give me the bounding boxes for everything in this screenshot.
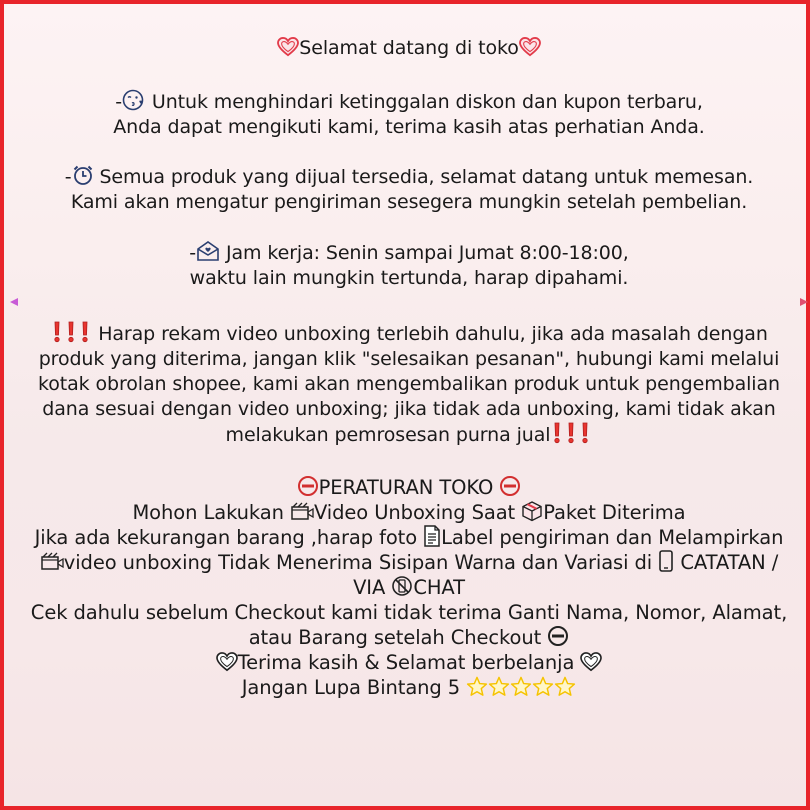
rules-line6-text: atau Barang setelah Checkout: [248, 626, 542, 649]
notice-hours: [4, 240, 810, 291]
rules-line3-a: video unboxing Tidak Menerima Sisipan Warna dan Variasi di: [63, 551, 653, 574]
notice-follow: [4, 89, 810, 140]
notice-stock-text1: Semua produk yang dijual tersedia, selamat datang untuk memesan.: [99, 166, 754, 188]
star-icon: [510, 676, 532, 697]
no-mobile-phones-icon: [391, 575, 413, 597]
rules-line3-b: CATATAN /: [680, 551, 779, 574]
heart-icon: [519, 37, 541, 57]
welcome-title: Selamat datang di toko: [299, 37, 519, 59]
mobile-phone-icon: [658, 550, 674, 572]
video-camera-icon: [40, 552, 64, 572]
rules-line7: [4, 650, 810, 675]
star-icon: [532, 676, 554, 697]
no-entry-icon: [499, 475, 521, 497]
no-entry-icon: [547, 625, 569, 647]
rules-line4: [4, 575, 810, 600]
video-camera-icon: [290, 502, 314, 522]
rules-line8: [4, 675, 810, 700]
star-icon: [554, 676, 576, 697]
notice-stock-line2: Kami akan mengatur pengiriman sesegera mungkin setelah pembelian.: [70, 191, 748, 213]
unboxing-line3: kotak obrolan shopee, kami akan mengembalikan produk untuk pengembalian: [38, 373, 780, 395]
exclamation-icon: [564, 422, 578, 444]
rules-line8-text: Jangan Lupa Bintang 5: [241, 676, 461, 699]
rules-line1-c: Paket Diterima: [543, 501, 686, 524]
rules-line5: Cek dahulu sebelum Checkout kami tidak terima Ganti Nama, Nomor, Alamat,: [30, 601, 788, 624]
rules-line3: [4, 550, 810, 575]
unboxing-line4: dana sesuai dengan video unboxing; jika tidak ada unboxing, kami tidak akan: [42, 398, 776, 420]
exclamation-icon: [578, 422, 592, 444]
star-icon: [466, 676, 488, 697]
unboxing-notice: [4, 321, 810, 448]
exclamation-icon: [550, 422, 564, 444]
love-letter-icon: [196, 240, 220, 262]
section-divider: [10, 296, 808, 308]
unboxing-text5: melakukan pemrosesan purna jual: [225, 424, 551, 446]
notice-stock-line1: - Semua produk yang dijual tersedia, selamat datang untuk memesan.: [64, 166, 754, 188]
rules-line1: [4, 500, 810, 525]
rules-line1-a: Mohon Lakukan: [132, 501, 284, 524]
notice-hours-text1: Jam kerja: Senin sampai Jumat 8:00-18:00,: [226, 242, 629, 264]
rules-title: PERATURAN TOKO: [318, 476, 494, 499]
exclamation-icon: [64, 321, 78, 343]
rules-line6: [4, 625, 810, 650]
notice-stock: [4, 164, 810, 215]
unboxing-line5: [4, 422, 810, 448]
no-entry-icon: [297, 475, 319, 497]
notice-hours-line2: waktu lain mungkin tertunda, harap dipahami.: [189, 267, 629, 289]
rules-line1-b: Video Unboxing Saat: [314, 501, 516, 524]
rules-line2-a: Jika ada kekurangan barang ,harap foto: [34, 526, 418, 549]
alarm-clock-icon: [72, 164, 94, 186]
welcome-section: [4, 36, 810, 61]
rules-line4-a: VIA: [353, 576, 386, 599]
unboxing-text1: Harap rekam video unboxing terlebih dahulu, jika ada masalah dengan: [98, 323, 768, 345]
unboxing-line1: [4, 321, 810, 347]
exclamation-icon: [50, 321, 64, 343]
rules-line2: [4, 525, 810, 550]
welcome-title-line: [4, 36, 810, 61]
notice-follow-line2: Anda dapat mengikuti kami, terima kasih atas perhatian Anda.: [113, 116, 705, 138]
heart-icon: [580, 652, 602, 672]
unboxing-line2: produk yang diterima, jangan klik "selesaikan pesanan", hubungi kami melalui: [38, 348, 780, 370]
notice-follow-line1: - Untuk menghindari ketinggalan diskon dan kupon terbaru,: [115, 91, 703, 113]
heart-icon: [277, 37, 299, 57]
rules-line7-text: Terima kasih & Selamat berbelanja: [237, 651, 575, 674]
package-icon: [521, 500, 543, 522]
store-rules: [4, 475, 810, 700]
heart-icon: [216, 652, 238, 672]
exclamation-icon: [78, 321, 92, 343]
rules-line2-b: Label pengiriman dan Melampirkan: [441, 526, 784, 549]
rules-title-line: [4, 475, 810, 500]
five-star-rating: [466, 676, 576, 699]
notice-hours-line1: - Jam kerja: Senin sampai Jumat 8:00-18:00,: [189, 242, 629, 264]
star-icon: [488, 676, 510, 697]
rules-line4-b: CHAT: [413, 576, 465, 599]
winking-kiss-face-icon: [122, 89, 146, 111]
document-icon: [423, 525, 441, 547]
notice-follow-text1: Untuk menghindari ketinggalan diskon dan kupon terbaru,: [151, 91, 703, 113]
